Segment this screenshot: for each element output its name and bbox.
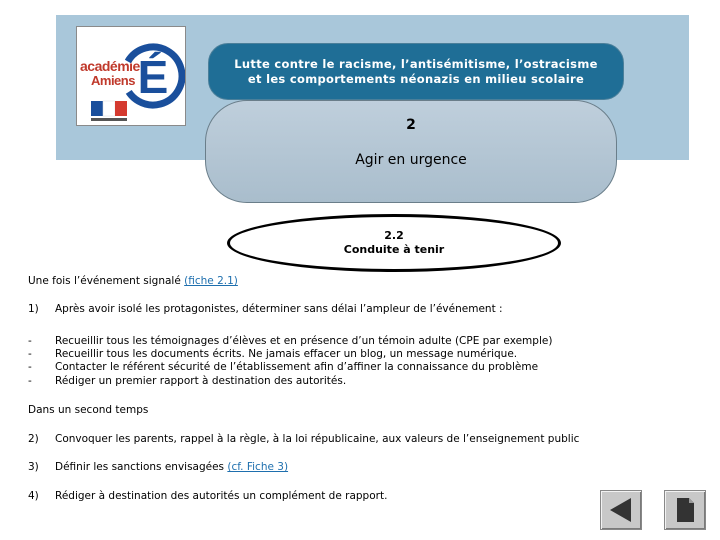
bullet-item	[28, 375, 346, 387]
step-3-text: Définir les sanctions envisagées	[55, 461, 228, 473]
logo-text-2: Amiens	[91, 73, 135, 88]
academie-amiens-logo	[76, 26, 186, 126]
bullet-item	[28, 361, 538, 373]
subsection-ellipse	[227, 214, 561, 272]
step-1-number: 1)	[28, 303, 39, 315]
step-2-text: Convoquer les parents, rappel à la règle, à la loi républicaine, aux valeurs de l’enseignement public	[55, 433, 580, 445]
bullet-text: Rédiger un premier rapport à destination des autorités.	[55, 375, 347, 387]
subsection-number: 2.2	[384, 229, 404, 242]
bullet-dash: -	[28, 335, 32, 347]
intro-text: Une fois l’événement signalé	[28, 275, 185, 287]
logo-graphic	[77, 27, 186, 126]
step-3-number: 3)	[28, 461, 39, 473]
step-2-number: 2)	[28, 433, 39, 445]
step-1	[28, 303, 503, 315]
theme-title-pill	[208, 43, 624, 100]
fiche-3-link[interactable]: (cf. Fiche 3)	[227, 461, 289, 473]
section-number: 2	[406, 117, 416, 133]
step-2	[28, 433, 579, 445]
step-1-text: Après avoir isolé les protagonistes, déterminer sans délai l’ampleur de l’événement :	[55, 303, 503, 315]
bullet-text: Recueillir tous les témoignages d’élèves et en présence d’un témoin adulte (CPE par exemple)	[55, 335, 553, 347]
document-icon	[665, 491, 705, 529]
theme-title-line1: Lutte contre le racisme, l’antisémitisme, l’ostracisme	[234, 56, 598, 71]
step-4	[28, 490, 387, 502]
bullet-text: Contacter le référent sécurité de l’établissement afin d’affiner la connaissance du problème	[55, 361, 539, 373]
section-pill	[205, 100, 617, 203]
bullet-dash: -	[28, 361, 32, 373]
step-3	[28, 461, 288, 473]
document-button[interactable]	[664, 490, 706, 530]
subsection-label: Conduite à tenir	[343, 243, 445, 256]
bullet-dash: -	[28, 348, 32, 360]
step-4-number: 4)	[28, 490, 39, 502]
step-4-text: Rédiger à destination des autorités un complément de rapport.	[55, 490, 388, 502]
bullet-item	[28, 348, 517, 360]
logo-text-1: académie	[80, 58, 140, 74]
section-label: Agir en urgence	[355, 152, 467, 168]
bullet-item	[28, 335, 552, 347]
bullet-dash: -	[28, 375, 32, 387]
logo-letter: É	[137, 51, 169, 103]
second-time-heading: Dans un second temps	[28, 404, 149, 416]
intro-line	[28, 275, 238, 287]
fiche-2-1-link[interactable]: (fiche 2.1)	[184, 275, 238, 287]
bullet-text: Recueillir tous les documents écrits. Ne jamais effacer un blog, un message numérique.	[55, 348, 518, 360]
theme-title-line2: et les comportements néonazis en milieu scolaire	[247, 71, 585, 86]
back-button[interactable]	[600, 490, 642, 530]
triangle-left-icon	[601, 491, 641, 529]
